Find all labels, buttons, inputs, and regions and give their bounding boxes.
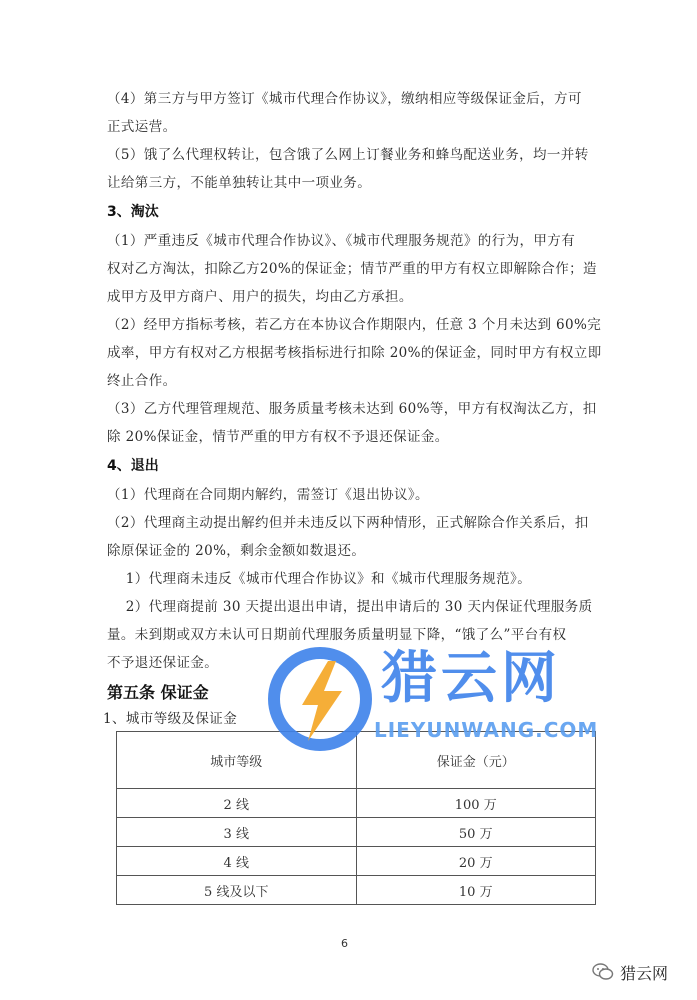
- table-cell: 100 万: [356, 789, 596, 818]
- heading-eliminate: 3、淘汰: [107, 204, 159, 220]
- watermark-title: 猎云网: [381, 646, 561, 711]
- exit-sub-2: 2）代理商提前 30 天提出退出申请，提出申请后的 30 天内保证代理服务质 量。未到期或双方未认可日期前代理服务质量明显下降，“饿了么”平台有权 不予退还保证金。: [107, 599, 593, 671]
- table-header-city-grade: 城市等级: [117, 732, 357, 789]
- paragraph-4: （4）第三方与甲方签订《城市代理合作协议》，缴纳相应等级保证金后，方可 正式运营。: [107, 91, 582, 135]
- table-cell: 2 线: [117, 789, 357, 818]
- table-cell: 20 万: [356, 847, 596, 876]
- eliminate-clause-2: （2）经甲方指标考核，若乙方在本协议合作期限内，任意 3 个月未达到 60%完 成率，甲方有权对乙方根据考核指标进行扣除 20%的保证金，同时甲方有权立即 终止合作。: [107, 317, 602, 389]
- heading-exit: 4、退出: [107, 458, 159, 474]
- table-caption: 1、城市等级及保证金: [103, 711, 238, 727]
- table-cell: 4 线: [117, 847, 357, 876]
- table-cell: 5 线及以下: [117, 876, 357, 905]
- exit-clause-1: （1）代理商在合同期内解约，需签订《退出协议》。: [107, 487, 429, 503]
- lieyun-logo-icon: [268, 647, 372, 751]
- watermark-subtitle: LIEYUNWANG.COM: [374, 718, 599, 742]
- table-row: [117, 818, 596, 847]
- wechat-icon: [592, 962, 614, 982]
- exit-sub-1: 1）代理商未违反《城市代理合作协议》和《城市代理服务规范》。: [107, 571, 532, 587]
- table-cell: 10 万: [356, 876, 596, 905]
- eliminate-clause-3: （3）乙方代理管理规范、服务质量考核未达到 60%等，甲方有权淘汰乙方，扣 除 20%保证金，情节严重的甲方有权不予退还保证金。: [107, 401, 597, 445]
- table-header-deposit: 保证金（元）: [356, 732, 596, 789]
- corner-brand-text: 猎云网: [620, 963, 669, 983]
- corner-brand: [592, 960, 668, 984]
- table-cell: 3 线: [117, 818, 357, 847]
- table-cell: 50 万: [356, 818, 596, 847]
- paragraph-5: （5）饿了么代理权转让，包含饿了么网上订餐业务和蜂鸟配送业务，均一并转 让给第三方，不能单独转让其中一项业务。: [107, 147, 589, 191]
- exit-clause-2: （2）代理商主动提出解约但并未违反以下两种情形，正式解除合作关系后，扣 除原保证金的 20%，剩余金额如数退还。: [107, 515, 589, 559]
- watermark: [268, 645, 598, 755]
- table-row: [117, 789, 596, 818]
- table-row: [117, 847, 596, 876]
- article-5-heading: 第五条 保证金: [107, 683, 209, 702]
- eliminate-clause-1: （1）严重违反《城市代理合作协议》、《城市代理服务规范》的行为，甲方有 权对乙方淘汰，扣除乙方20%的保证金；情节严重的甲方有权立即解除合作；造 成甲方及甲方商户、用户的损失，均由乙方承担。: [107, 233, 597, 305]
- table-row: [117, 876, 596, 905]
- deposit-table: [116, 731, 596, 905]
- page-number: 6: [341, 937, 348, 950]
